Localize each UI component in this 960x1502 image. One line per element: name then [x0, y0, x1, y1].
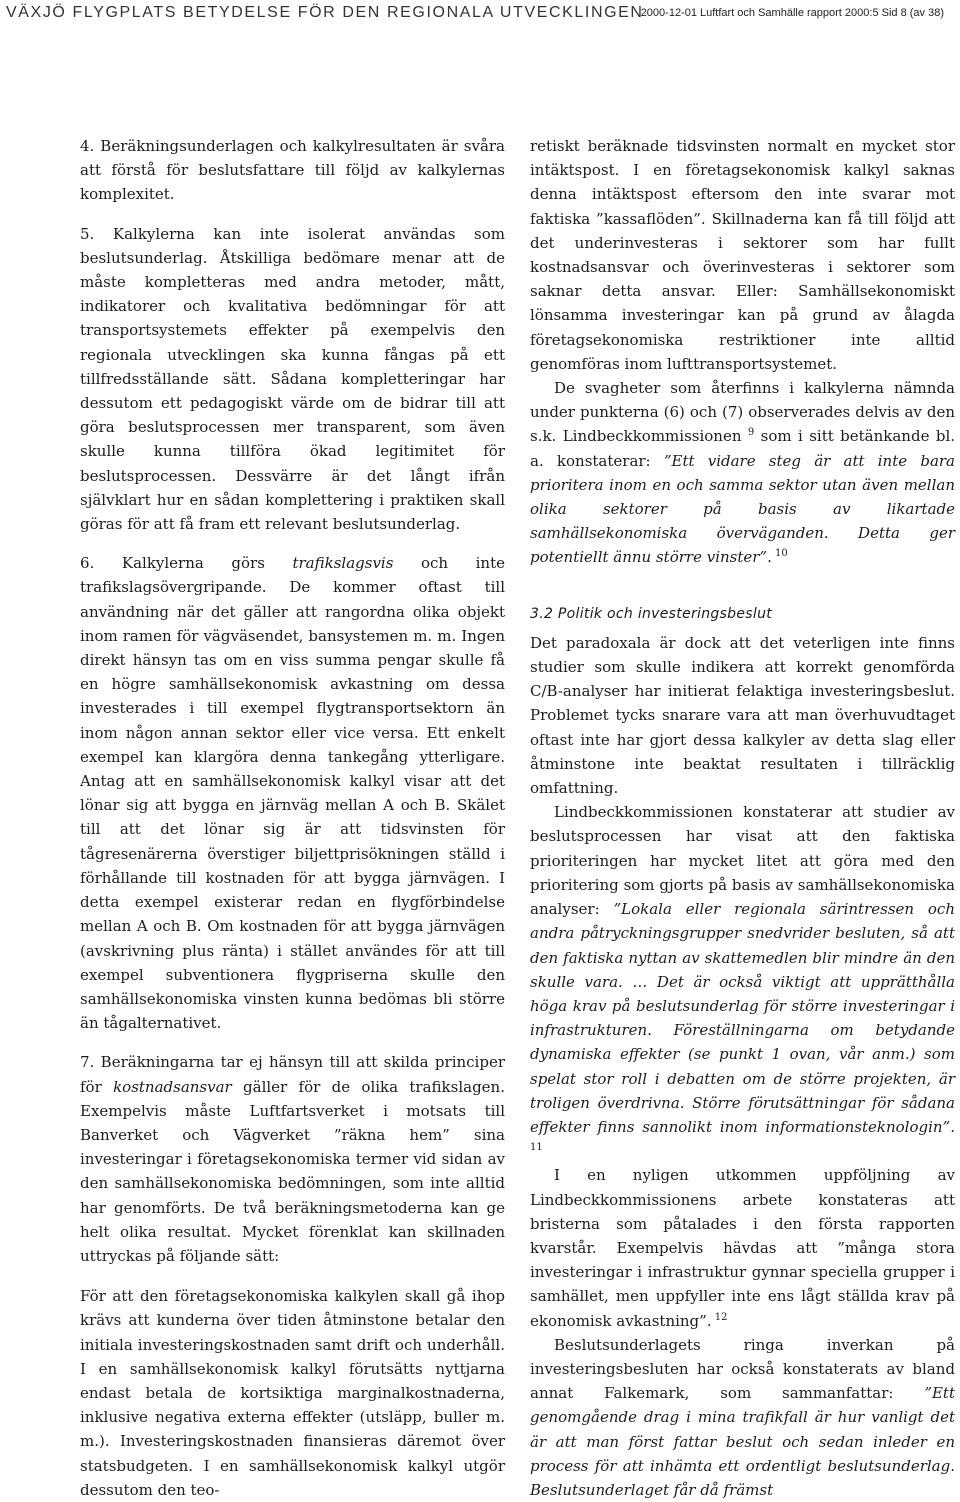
quote: ”Ett genomgående drag i mina trafikfall är hur vanligt det är att man först fattar beslut och sedan inleder en process för att inhämta ett ordentligt beslutsunderlag. Beslutsunderlaget får då främst: [530, 1384, 955, 1499]
paragraph-lindbeck: [530, 376, 955, 570]
section-heading: 3.2 Politik och investeringsbeslut: [530, 605, 773, 622]
report-title: VÄXJÖ FLYGPLATS BETYDELSE FÖR DEN REGIONALA UTVECKLINGEN: [6, 4, 644, 21]
text: De svagheter som återfinns i kalkylerna nämnda under punkterna (6) och (7) observerades delvis av den s.k. Lindbeckkommissionen: [530, 379, 955, 446]
text: gäller för de olika trafikslagen. Exempelvis måste Luftfartsverket i motsats till Banverket och Vägverket ”räkna hem” sina investeringar i företagsekonomiska termer vid sidan av den samhällsekonomiska bedömningen, som inte alltid har genomförts. De två beräkningsmetoderna kan ge helt olika resultat. Mycket förenklat kan skillnaden uttryckas på följande sätt:: [80, 1077, 505, 1265]
paragraph-continued: retiskt beräknade tidsvinsten normalt en mycket stor intäktspost. I en företagsekonomisk kalkyl saknas denna intäktspost eftersom den inte svarar mot faktiska ”kassaflöden”. Skillnaderna kan få till följd att det underinvesteras i sektorer som har fullt kostnadsansvar och överinvesteras i sektorer som saknar detta ansvar. Eller: Samhällsekonomiskt lönsamma investeringar kan på grund av ålagda företagsekonomiska restriktioner inte alltid genomföras inom lufttransportsystemet.: [530, 137, 955, 373]
footnote-ref: 9: [747, 427, 755, 439]
footnote-ref: 10: [771, 548, 788, 560]
text: I en nyligen utkommen uppföljning av Lindbeckkommissionens arbete konstateras att bristerna som påtalades i den första rapporten kvarstår. Exempelvis hävdas att ”många stora investeringar i infrastruktur gynnar speciella grupper i samhället, men uppfyller inte ens lågt ställda krav på ekonomisk avkastning”.: [530, 1166, 955, 1330]
paragraph-followup: [530, 1163, 955, 1332]
text: som i sitt betänkande bl. a. konstaterar:: [530, 427, 956, 470]
paragraph-falkemark: [530, 1333, 955, 1502]
page-header: [0, 0, 960, 36]
footnote-ref: 11: [530, 1142, 543, 1154]
text: Lindbeckkommissionen konstaterar att studier av beslutsprocessen har visat att den faktiska prioriteringen har mycket litet att göra med den prioritering som gjorts på basis av samhällsekonomiska analyser:: [530, 803, 955, 919]
paragraph-point-7: [80, 1050, 505, 1268]
paragraph-comparison: För att den företagsekonomiska kalkylen skall gå ihop krävs att kunderna över tiden åtminstone betalar den initiala investeringskostnaden samt drift och underhåll. I en samhällsekonomisk kalkyl förutsätts nyttjarna endast betala de kortsiktiga marginalkostnaderna, inklusive negativa externa effekter (utsläpp, buller m. m.). Investeringskostnaden finansieras däremot över statsbudgeten. I en samhällsekonomisk kalkyl utgör dessutom den teo-: [80, 1287, 505, 1499]
text: Beslutsunderlagets ringa inverkan på investeringsbesluten har också konstaterats av bland annat Falkemark, som sammanfattar:: [530, 1335, 955, 1403]
quote: ”Lokala eller regionala särintressen och andra påtryckningsgrupper snedvrider besluten, så att den faktiska nyttan av skattemedlen blir mindre än den skulle vara. … Det är också viktigt att upprätthålla höga krav på beslutsunderlag för större investeringar i infrastrukturen. Föreställningarna om betydande dynamiska effekter (se punkt 1 ovan, vår anm.) som spelat stor roll i debatten om de större projekten, är troligen överdrivna. Större förutsättningar för sådana effekter finns sannolikt inom informationsteknologin”.: [530, 900, 955, 1136]
footnote-ref: 12: [711, 1311, 728, 1323]
paragraph-point-4: 4. Beräkningsunderlagen och kalkylresultaten är svåra att förstå för beslutsfattare till följd av kalkylernas komplexitet.: [80, 137, 505, 204]
paragraph-decision-process: [530, 800, 955, 1163]
text: 7. Beräkningarna tar ej hänsyn till att skilda principer för: [80, 1053, 505, 1096]
paragraph-paradox: Det paradoxala är dock att det veterligen inte finns studier som skulle indikera att korrekt genomförda C/B-analyser har initierat felaktiga investeringsbeslut. Problemet tycks snarare vara att man överhuvudtaget oftast inte har gjort dessa kalkyler av detta slag eller åtminstone inte beaktat resultaten i tillräcklig omfattning.: [530, 633, 955, 798]
report-meta: 2000-12-01 Luftfart och Samhälle rapport 2000:5 Sid 8 (av 38): [640, 7, 944, 19]
paragraph-point-5: 5. Kalkylerna kan inte isolerat användas som beslutsunderlag. Åtskilliga bedömare menar att de måste kompletteras med andra metoder, mått, indikatorer och kvalitativa bedömningar för att transportsystemets effekter på exempelvis den regionala utvecklingen ska kunna fångas på ett tillfredsställande sätt. Sådana kompletteringar har dessutom ett pedagogiskt värde om de bidrar till att göra beslutsprocessen mer transparent, som även skulle kunna tillföra ökad legitimitet för beslutsprocessen. Dessvärre är det långt ifrån självklart hur en sådan komplettering i praktiken skall göras för att få fram ett relevant beslutsunderlag.: [80, 224, 505, 534]
italic-term: trafikslagsvis: [292, 554, 394, 573]
quote: ”Ett vidare steg är att inte bara prioritera inom en och samma sektor utan även mellan olika sektorer på basis av likartade samhällsekonomiska överväganden. Detta ger potentiellt ännu större vinster”.: [530, 451, 955, 567]
text: och inte trafikslagsövergripande. De kommer oftast till användning när det gäller att rangordna olika objekt inom ramen för vägväsendet, bansystemen m. m. Ingen direkt hänsyn tas om en viss summa pengar skulle få en högre samhällsekonomisk avkastning om dessa investerades i till exempel flygtransportsektorn än inom någon annan sektor eller vice versa. Ett enkelt exempel kan klargöra denna tankegång ytterligare. Antag att en samhällsekonomisk kalkyl visar att det lönar sig att bygga en järnväg mellan A och B. Skälet till att det lönar sig är att tidsvinsten för tågresenärerna överstiger biljettprisökningen ställd i förhållande till kostnaden för att bygga järnvägen. I detta exempel existerar redan en flygförbindelse mellan A och B. Om kostnaden för att bygga järnvägen (avskrivning plus ränta) i stället användes för att till exempel subventionera flygpriserna skulle den samhällsekonomiska vinsten kunna bedömas bli större än tågalternativet.: [80, 554, 506, 1033]
text: 6. Kalkylerna görs: [80, 554, 293, 573]
right-column: [530, 134, 955, 1502]
left-column: [80, 134, 505, 1502]
paragraph-point-6: [80, 551, 505, 1035]
italic-term: kostnadsansvar: [113, 1077, 232, 1096]
